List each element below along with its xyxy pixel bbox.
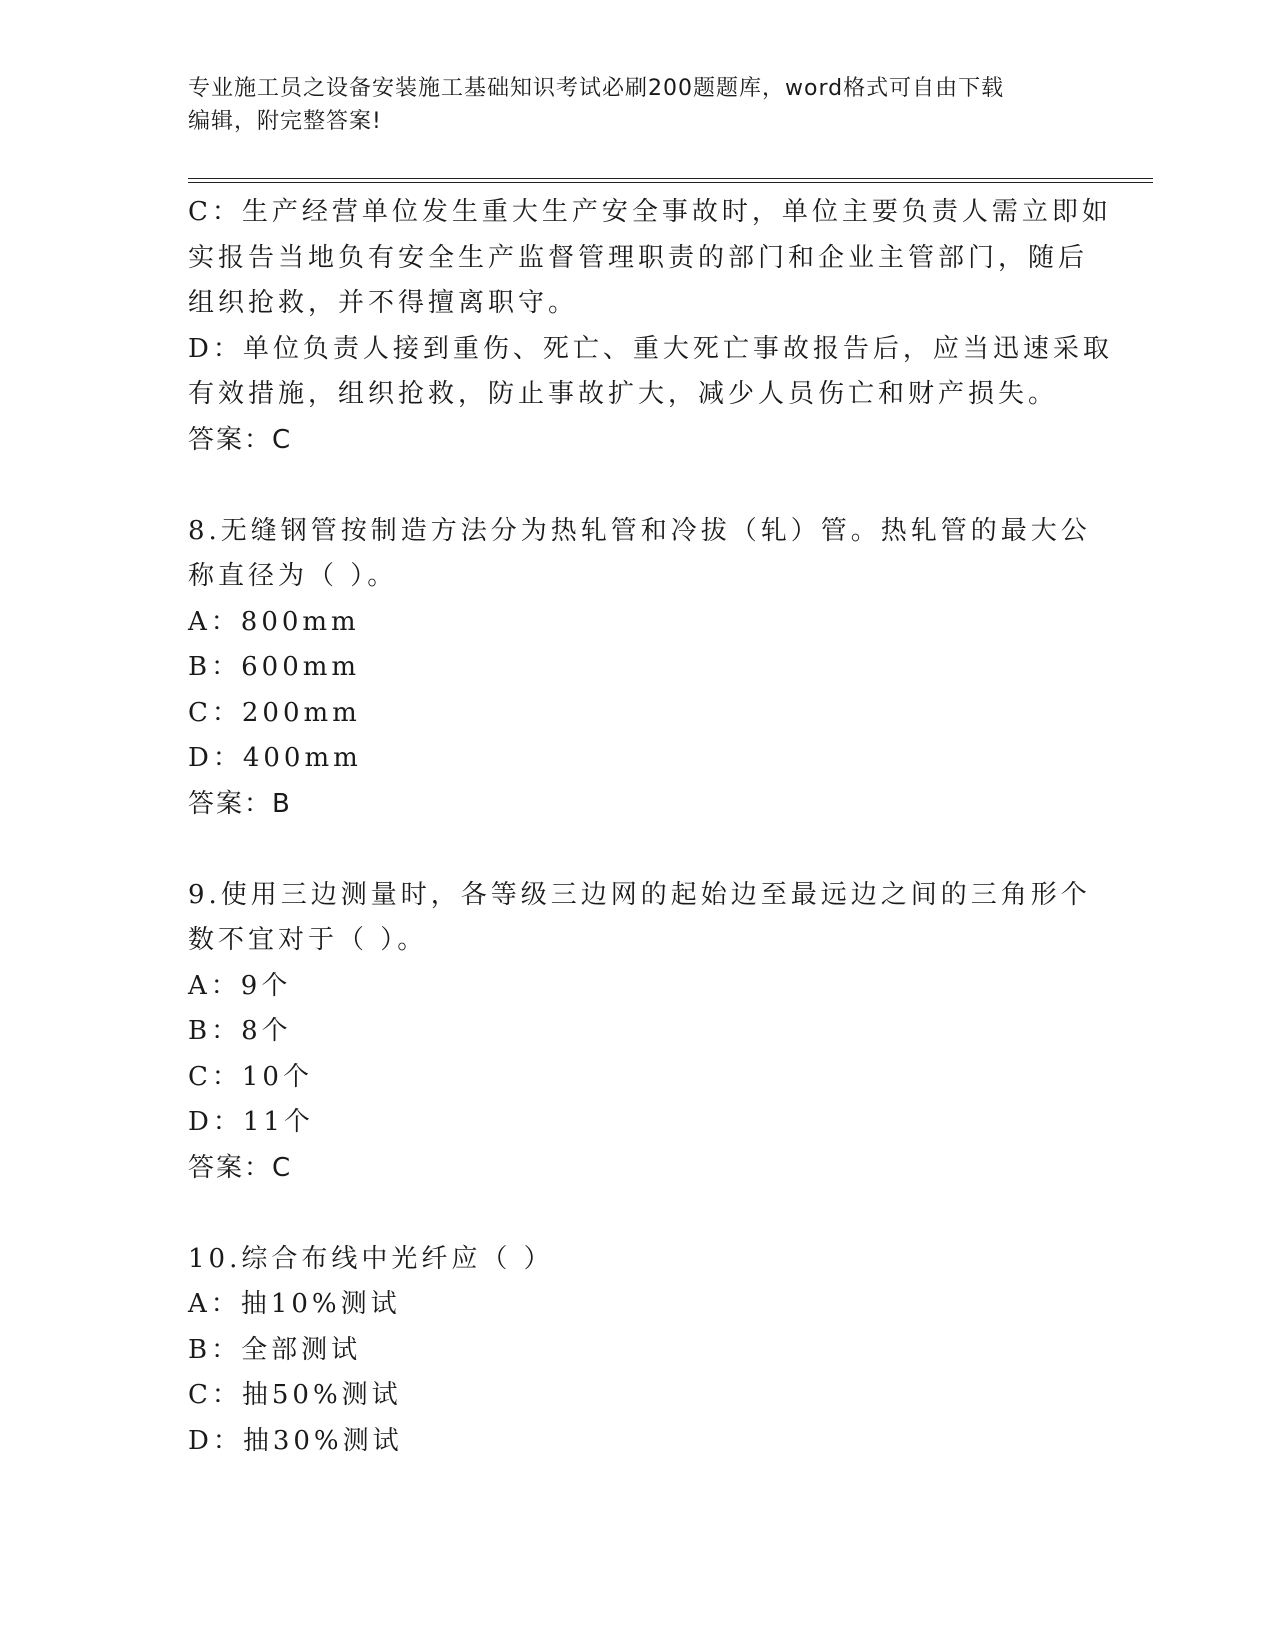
spacer (188, 463, 1088, 509)
question-stem-line-1: 8.无缝钢管按制造方法分为热轧管和冷拔（轧）管。热轧管的最大公 (188, 515, 1091, 546)
option-c: C：抽50%测试 (188, 1380, 402, 1410)
option-b: B：全部测试 (188, 1334, 362, 1365)
spacer (188, 1191, 1088, 1237)
option-c-line-3: 组织抢救，并不得擅离职守。 (188, 288, 579, 318)
option-b: B：600mm (188, 652, 361, 682)
document-body (188, 190, 1113, 1464)
option-c-line-1: C：生产经营单位发生重大生产安全事故时，单位主要负责人需立即如 (188, 197, 1112, 227)
option-d-line-1: D：单位负责人接到重伤、死亡、重大死亡事故报告后，应当迅速采取 (188, 333, 1113, 364)
header-title-line-2: 编辑，附完整答案! (188, 109, 382, 134)
option-d-line-2: 有效措施，组织抢救，防止事故扩大，减少人员伤亡和财产损失。 (188, 379, 1059, 409)
spacer (188, 827, 1088, 873)
question-stem-line-1: 9.使用三边测量时，各等级三边网的起始边至最远边之间的三角形个 (188, 879, 1091, 910)
question-10-block (188, 1237, 1088, 1465)
question-8-block (188, 509, 1091, 828)
answer-line: 答案：C (188, 424, 293, 455)
answer-line: 答案：B (188, 788, 292, 819)
option-a: A：800mm (188, 606, 360, 637)
option-c: C：10个 (188, 1061, 313, 1092)
question-stem-line-2: 称直径为（ ）。 (188, 561, 398, 591)
document-header (188, 72, 1088, 138)
question-stem-line-1: 10.综合布线中光纤应（ ） (188, 1243, 554, 1274)
option-d: D：400mm (188, 743, 362, 773)
option-c-line-2: 实报告当地负有安全生产监督管理职责的部门和企业主管部门，随后 (188, 242, 1089, 273)
question-9-block (188, 873, 1091, 1192)
option-c: C：200mm (188, 697, 361, 728)
option-d: D：11个 (188, 1107, 314, 1137)
option-d: D：抽30%测试 (188, 1425, 403, 1456)
prev-question-block (188, 190, 1113, 463)
option-a: A：抽10%测试 (188, 1289, 401, 1319)
option-b: B：8个 (188, 1016, 292, 1046)
answer-line: 答案：C (188, 1152, 293, 1183)
header-title-line-1: 专业施工员之设备安装施工基础知识考试必刷200题题库，word格式可自由下载 (188, 76, 1005, 101)
header-divider (188, 178, 1153, 183)
option-a: A：9个 (188, 970, 292, 1001)
question-stem-line-2: 数不宜对于（ ）。 (188, 925, 428, 955)
